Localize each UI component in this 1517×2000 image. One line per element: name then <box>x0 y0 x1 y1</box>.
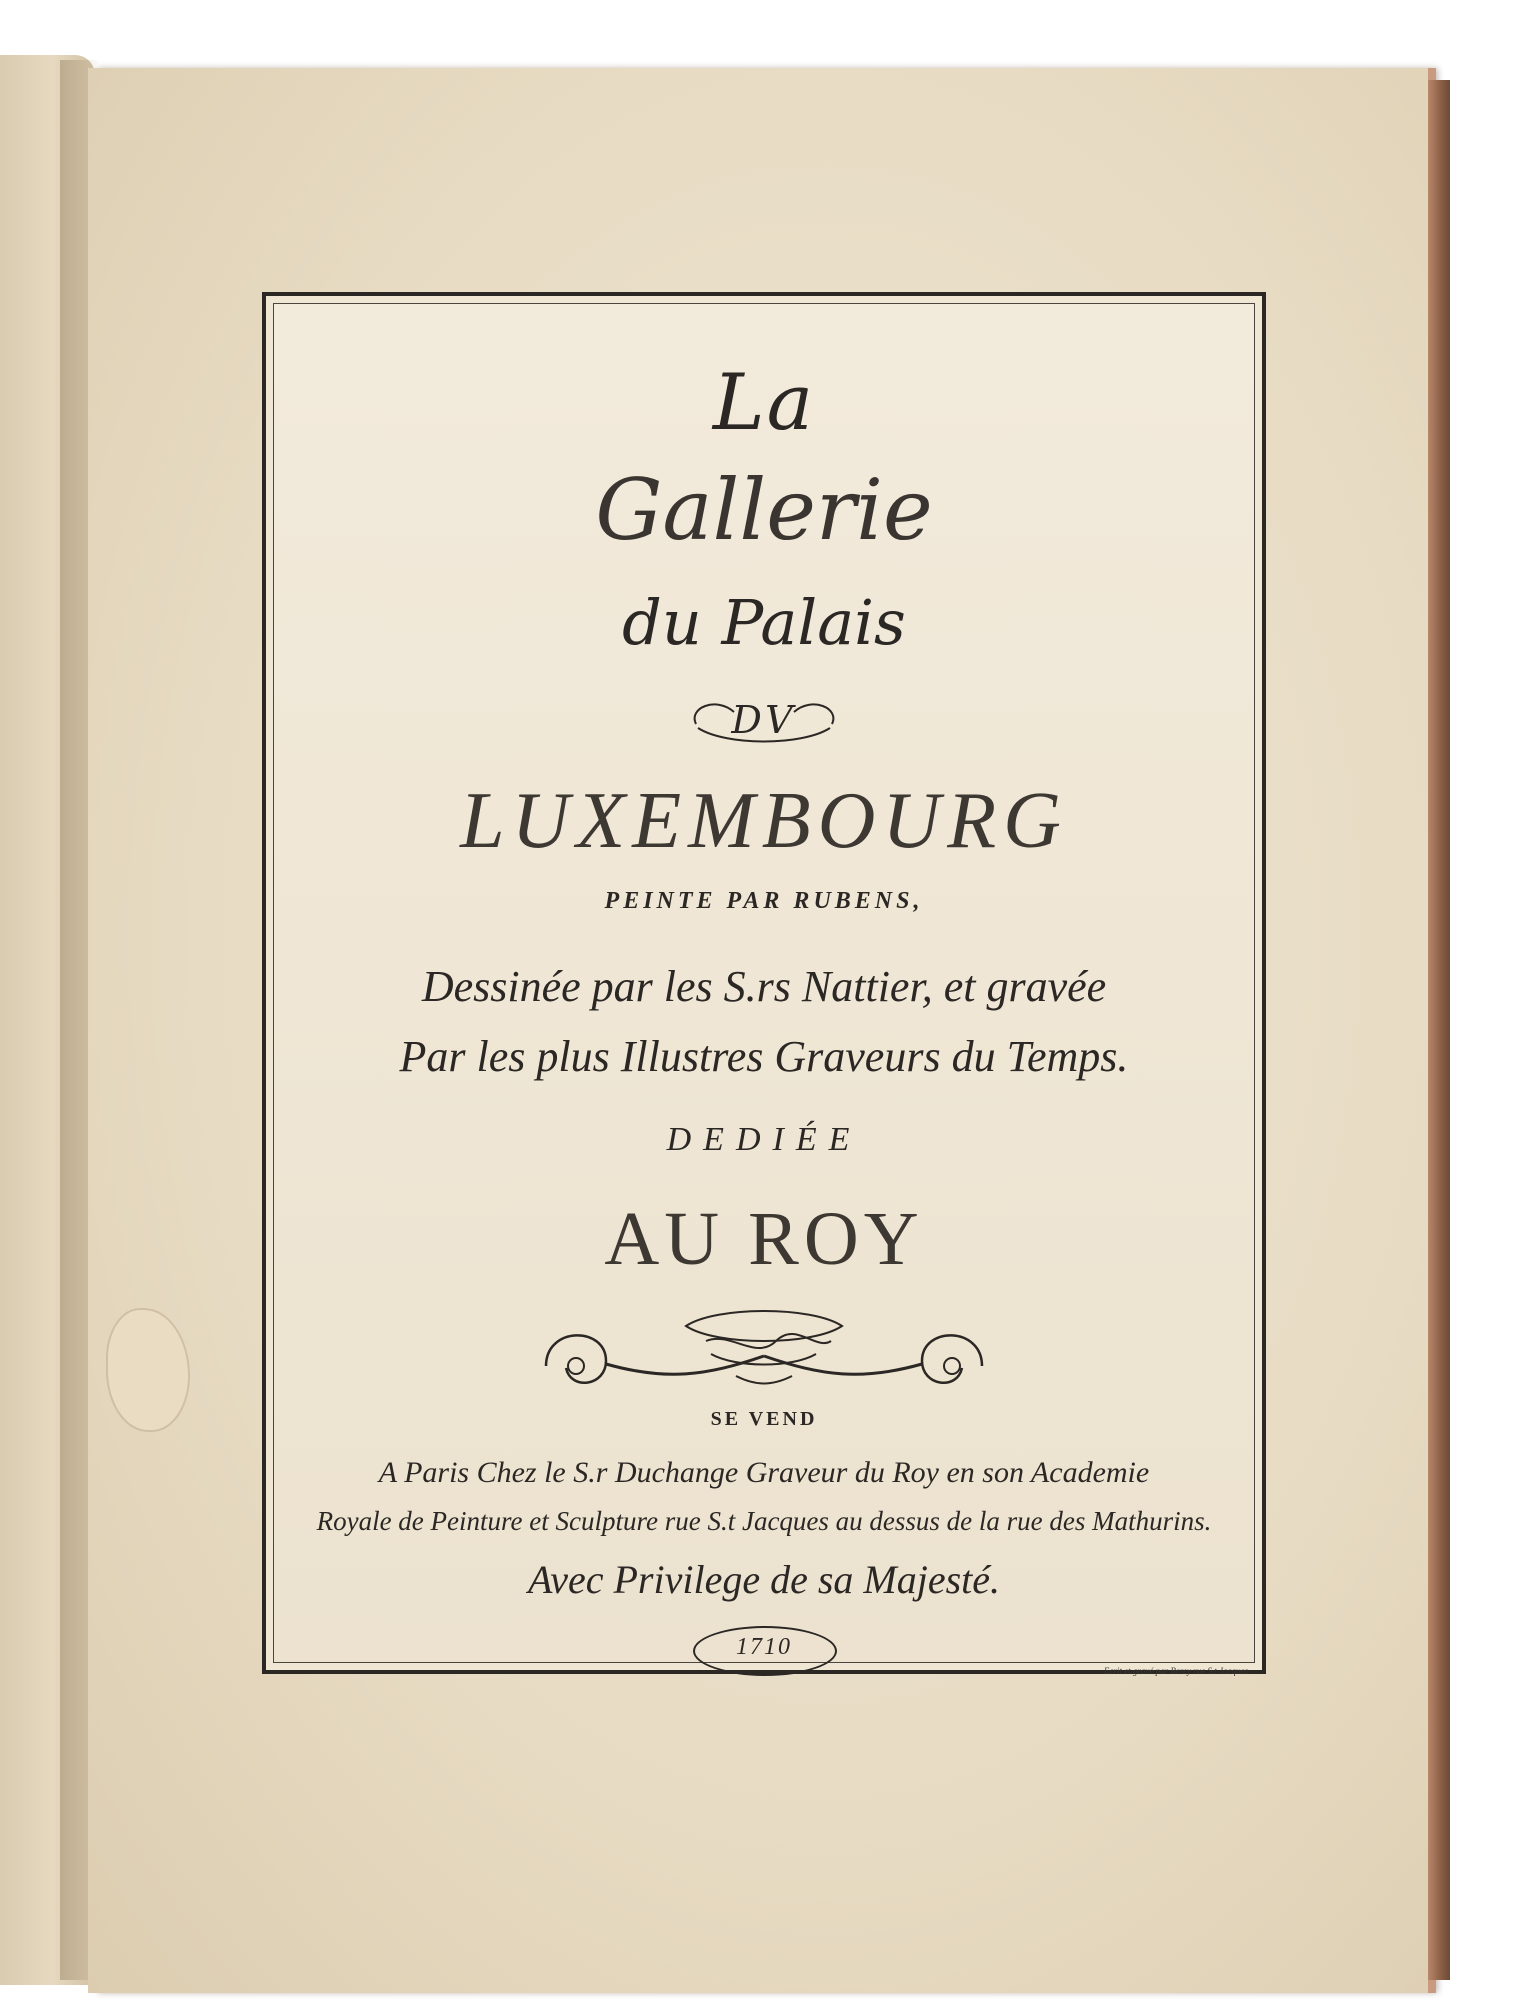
se-vend-label: SE VEND <box>710 1408 818 1430</box>
subtitle-dessinee: Dessinée par les S.rs Nattier, et gravée <box>421 962 1107 1011</box>
dedication-dediee: DEDIÉE <box>666 1121 862 1158</box>
title-gallerie: Gallerie <box>595 461 933 559</box>
title-du-palais: du Palais <box>622 586 906 659</box>
page-edge-binding <box>1428 80 1450 1980</box>
subtitle-graveurs: Par les plus Illustres Graveurs du Temps. <box>399 1032 1129 1081</box>
publisher-address-line-1: A Paris Chez le S.r Duchange Graveur du Roy en son Academie <box>378 1456 1150 1489</box>
publication-year: 1710 <box>736 1634 792 1660</box>
engraver-credit: Ecrit et gravé par Berey rue S.t Jacques <box>1103 1666 1248 1676</box>
subtitle-peinte-par-rubens: PEINTE PAR RUBENS, <box>604 888 924 914</box>
royal-privilege: Avec Privilege de sa Majesté. <box>527 1557 1001 1602</box>
title-du: DV <box>731 698 797 742</box>
calligraphic-ornament <box>516 1306 1012 1416</box>
publisher-address-line-2: Royale de Peinture et Sculpture rue S.t Jacques au dessus de la rue des Mathurins. <box>316 1506 1212 1536</box>
title-la: La <box>712 358 816 448</box>
engraved-title-plate <box>262 292 1266 1674</box>
title-luxembourg: LUXEMBOURG <box>460 777 1068 865</box>
dedication-au-roy: AU ROY <box>604 1197 924 1281</box>
